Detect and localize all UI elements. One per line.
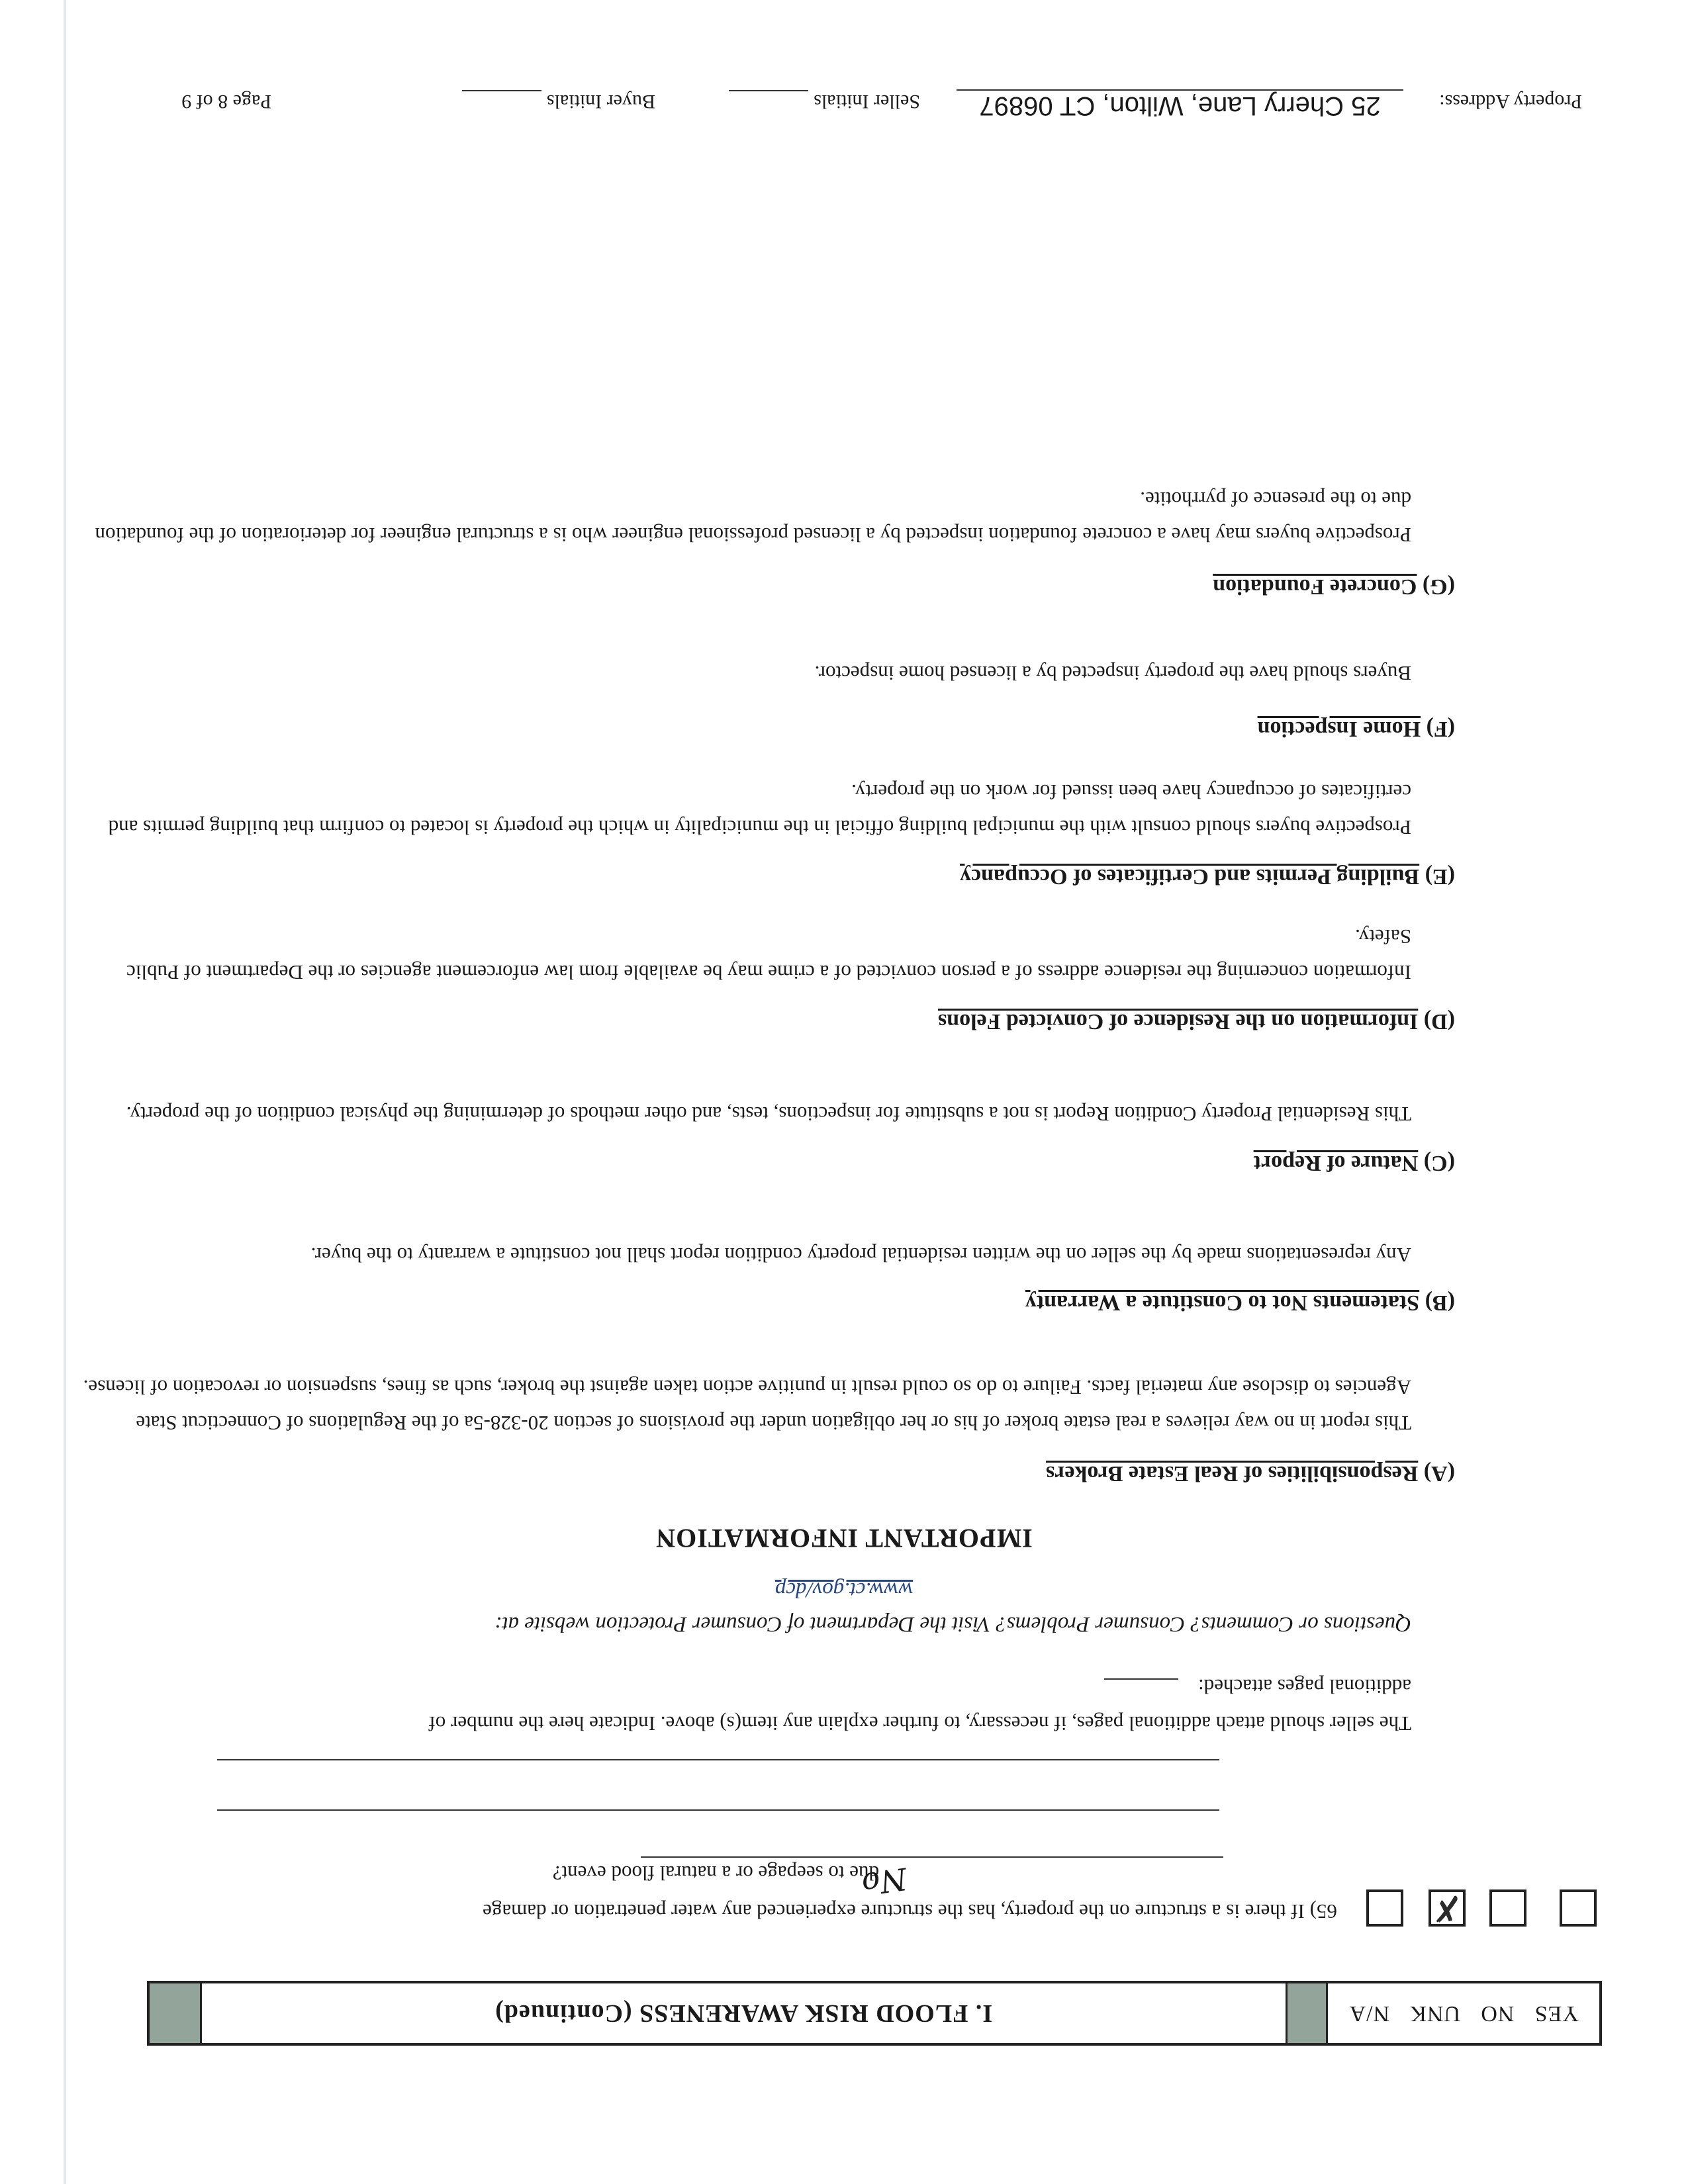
seller-initials-label: Seller Initials xyxy=(814,91,920,113)
section-g-heading xyxy=(1213,574,1455,599)
seller-initials-field[interactable] xyxy=(729,90,808,111)
col-label-na: N/A xyxy=(1348,2001,1390,2026)
section-b-body: Any representations made by the seller on the written residential property condition report shall not constitute a warranty to the buyer. xyxy=(310,1244,1411,1267)
checkbox-na[interactable] xyxy=(1366,1889,1403,1927)
section-a-heading xyxy=(1046,1461,1455,1486)
section-title-text: Building Permits and Certificates of Occupancy xyxy=(960,864,1420,889)
page-number: Page 8 of 9 xyxy=(181,91,271,113)
header-shaded-cell-right xyxy=(150,1983,200,2043)
section-header-table xyxy=(147,1981,1602,2046)
section-a-body: This report in no way relieves a real estate broker of his or her obligation under the provisions of section 20-328-5a of the Regulations of Connecticut State Agencies to disclose any material facts. Failure to do so could result in punitive action taken against the broker, such as fines, suspension or revocation of license. xyxy=(83,1376,1411,1435)
additional-pages-line2: additional pages attached: xyxy=(1198,1675,1411,1698)
section-title: I. FLOOD RISK AWARENESS (Continued) xyxy=(200,1983,1286,2043)
checkmark-icon: ✗ xyxy=(1431,1888,1462,1929)
consumer-protection-question: Questions or Comments? Consumer Problems? Visit the Department of Consumer Protection website at: xyxy=(494,1612,1411,1636)
section-title-text: Statements Not to Constitute a Warranty xyxy=(1025,1291,1420,1315)
answer-line-1[interactable] xyxy=(641,1856,1223,1858)
section-title-text: Responsibilities of Real Estate Brokers xyxy=(1046,1461,1419,1486)
additional-pages-count-field[interactable] xyxy=(1104,1678,1178,1680)
scan-edge xyxy=(64,0,66,2184)
col-label-yes: YES xyxy=(1534,2001,1579,2026)
question-65-line1: 65) If there is a structure on the property, has the structure experienced any water penetration or damage xyxy=(483,1900,1337,1923)
section-g-body: Prospective buyers may have a concrete foundation inspected by a licensed professional engineer who is a structural engineer for deterioration of the foundation due to the presence of pyrrhotite. xyxy=(95,488,1411,547)
section-title-text: Concrete Foundation xyxy=(1213,574,1417,599)
section-c-heading xyxy=(1254,1150,1455,1175)
section-title-text: Home Inspection xyxy=(1257,717,1421,741)
section-e-body: Prospective buyers should consult with the municipal building official in the municipality in which the property is located to confirm that building permits and certificates of occupancy have been issued for work on the property. xyxy=(108,780,1411,839)
checkbox-no[interactable] xyxy=(1489,1889,1526,1927)
section-b-heading xyxy=(1025,1290,1455,1315)
section-letter: (F) xyxy=(1426,717,1455,741)
section-d-heading xyxy=(938,1009,1455,1034)
section-c-body: This Residential Property Condition Report is not a substitute for inspections, tests, and other methods of determining the physical condition of the property. xyxy=(126,1103,1411,1126)
section-letter: (E) xyxy=(1425,864,1455,889)
col-label-no: NO xyxy=(1480,2001,1515,2026)
section-letter: (C) xyxy=(1423,1151,1455,1175)
property-address-label: Property Address: xyxy=(1439,91,1582,113)
additional-pages-line1: The seller should attach additional pages, if necessary, to further explain any item(s) above. Indicate here the number of xyxy=(428,1712,1411,1735)
answer-column-labels xyxy=(1326,1983,1599,2043)
consumer-protection-link[interactable]: www.ct.gov/dcp xyxy=(774,1578,914,1602)
section-e-heading xyxy=(960,864,1455,889)
checkbox-yes[interactable] xyxy=(1560,1889,1597,1927)
buyer-initials xyxy=(462,90,655,113)
section-letter: (B) xyxy=(1425,1291,1455,1315)
section-letter: (D) xyxy=(1423,1009,1455,1034)
question-65-line2: due to seepage or a natural flood event? xyxy=(552,1862,879,1885)
handwritten-answer: No xyxy=(859,1860,910,1903)
section-letter: (G) xyxy=(1422,574,1455,599)
property-address-value[interactable]: 25 Cherry Lane, Wilton, CT 06897 xyxy=(957,89,1403,120)
buyer-initials-label: Buyer Initials xyxy=(546,91,655,113)
section-d-body: Information concerning the residence address of a person convicted of a crime may be available from law enforcement agencies or the Department of Public Safety. xyxy=(126,925,1411,984)
section-title-text: Nature of Report xyxy=(1253,1151,1419,1175)
section-title-text: Information on the Residence of Convicted Felons xyxy=(938,1009,1419,1034)
page-footer xyxy=(0,74,1688,120)
checkbox-unk[interactable] xyxy=(1429,1889,1466,1927)
section-f-body: Buyers should have the property inspected by a licensed home inspector. xyxy=(814,662,1411,685)
answer-line-2[interactable] xyxy=(217,1809,1219,1811)
section-f-heading xyxy=(1258,716,1455,741)
answer-line-3[interactable] xyxy=(217,1759,1219,1760)
important-information-title: IMPORTANT INFORMATION xyxy=(655,1524,1033,1553)
section-letter: (A) xyxy=(1423,1461,1455,1486)
buyer-initials-field[interactable] xyxy=(462,90,541,111)
seller-initials xyxy=(729,90,920,113)
header-shaded-cell xyxy=(1286,1983,1327,2043)
col-label-unk: UNK xyxy=(1409,2001,1461,2026)
